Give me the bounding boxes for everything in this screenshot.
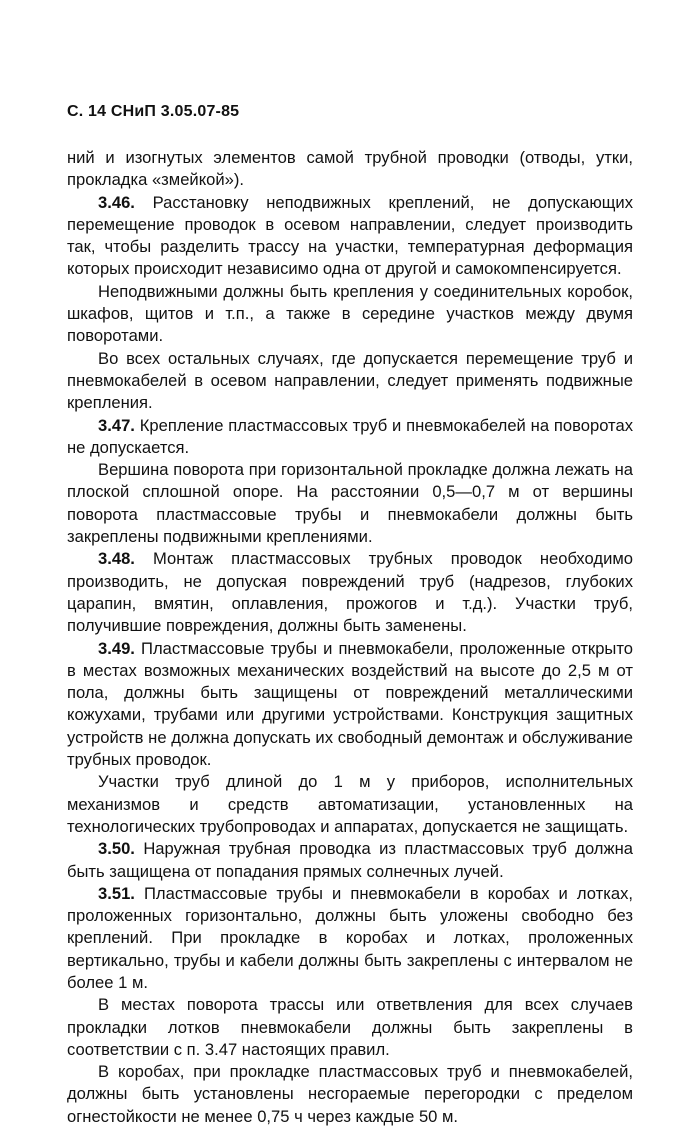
- paragraph-text: В коробах, при прокладке пластмассовых труб и пневмокабелей, должны быть установлены несгораемые перегородки с пределом огнестойкости не менее 0,75 ч через каждые 50 м.: [67, 1062, 633, 1126]
- clause-number: 3.48.: [98, 549, 135, 569]
- paragraph-text: Крепление пластмассовых труб и пневмокабелей на поворотах не допускается.: [67, 415, 633, 457]
- clause-3-46: [67, 192, 633, 281]
- paragraph: [67, 459, 633, 548]
- clause-3-49: [67, 638, 633, 772]
- clause-number: 3.47.: [98, 415, 135, 435]
- clause-3-50: [67, 838, 633, 883]
- document-page: [67, 103, 633, 1128]
- paragraph: [67, 994, 633, 1061]
- paragraph-text: Пластмассовые трубы и пневмокабели, проложенные открыто в местах возможных механических воздействий на высоте до 2,5 м от пола, должны быть защищены от повреждений металлическими кожухами, трубами или другими устройствами. Конструкция защитных устройств не должна допускать их свободный демонтаж и обслуживание трубных проводок.: [67, 638, 633, 770]
- paragraph-text: Наружная трубная проводка из пластмассовых труб должна быть защищена от попадания прямых солнечных лучей.: [67, 839, 633, 881]
- paragraph: [67, 147, 633, 192]
- clause-3-48: [67, 548, 633, 637]
- paragraph-text: Пластмассовые трубы и пневмокабели в коробах и лотках, проложенных горизонтально, должны быть уложены свободно без креплений. При прокладке в коробах и лотках, проложенных вертикально, трубы и кабели должны быть закреплены с интервалом не более 1 м.: [67, 883, 633, 992]
- page-header: С. 14 СНиП 3.05.07-85: [67, 103, 240, 120]
- paragraph: [67, 348, 633, 415]
- document-body: [67, 147, 633, 1128]
- paragraph-text: Участки труб длиной до 1 м у приборов, исполнительных механизмов и средств автоматизации, установленных на технологических трубопроводах и аппаратах, допускается не защищать.: [67, 772, 633, 836]
- clause-3-47: [67, 415, 633, 460]
- clause-number: 3.50.: [98, 839, 135, 859]
- paragraph-text: Расстановку неподвижных креплений, не допускающих перемещение проводок в осевом направлении, следует производить так, чтобы разделить трассу на участки, температурная деформация которых происходит независимо одна от другой и самокомпенсируется.: [67, 192, 633, 279]
- clause-3-51: [67, 883, 633, 994]
- clause-number: 3.49.: [98, 638, 135, 658]
- clause-number: 3.46.: [98, 192, 135, 212]
- paragraph: [67, 1061, 633, 1128]
- paragraph-text: Во всех остальных случаях, где допускается перемещение труб и пневмокабелей в осевом направлении, следует применять подвижные крепления.: [67, 348, 633, 413]
- paragraph: [67, 281, 633, 348]
- paragraph-text: Неподвижными должны быть крепления у соединительных коробок, шкафов, щитов и т.п., а также в середине участков между двумя поворотами.: [67, 281, 633, 346]
- paragraph-text: В местах поворота трассы или ответвления для всех случаев прокладки лотков пневмокабели должны быть закреплены в соответствии с п. 3.47 настоящих правил.: [67, 995, 633, 1059]
- clause-number: 3.51.: [98, 883, 135, 903]
- paragraph: [67, 771, 633, 838]
- paragraph-text: Вершина поворота при горизонтальной прокладке должна лежать на плоской сплошной опоре. На расстоянии 0,5—0,7 м от вершины поворота пластмассовые трубы и пневмокабели должны быть закреплены подвижными креплениями.: [67, 460, 633, 547]
- paragraph-text: ний и изогнутых элементов самой трубной проводки (отводы, утки, прокладка «змейкой»).: [67, 148, 633, 190]
- paragraph-text: Монтаж пластмассовых трубных проводок необходимо производить, не допуская повреждений труб (надрезов, глубоких царапин, вмятин, оплавления, прожогов и т.д.). Участки труб, получившие повреждения, должны быть заменены.: [67, 549, 633, 636]
